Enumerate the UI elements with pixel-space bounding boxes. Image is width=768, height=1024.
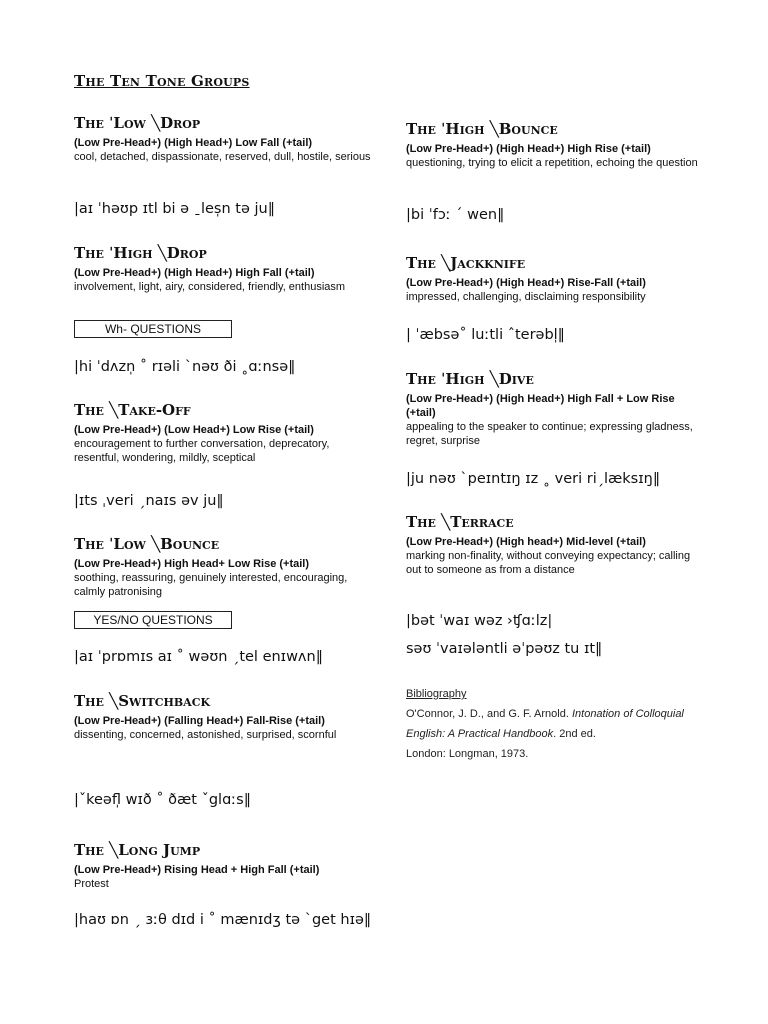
tone-group-long-jump (74, 841, 374, 891)
bibliography-entry (406, 704, 716, 764)
group-title: The ˈLow ╲Drop (74, 114, 201, 132)
tone-group-jackknife (406, 254, 706, 304)
group-title: The ˈLow ╲Bounce (74, 535, 220, 553)
page-title: The Ten Tone Groups (74, 72, 250, 90)
ipa-example: |bi ˈfɔː ˊ wen‖ (406, 207, 505, 223)
tone-group-low-drop (74, 114, 374, 164)
group-title: The ╲Long Jump (74, 841, 201, 859)
group-description: involvement, light, airy, considered, friendly, enthusiasm (74, 281, 346, 293)
ipa-example: |hi ˈdʌzn̩ ˚ rɪəli ˋnəʊ ði ˳ɑːnsə‖ (74, 359, 296, 375)
tone-group-high-drop (74, 244, 374, 294)
group-title: The ╲Switchback (74, 692, 211, 710)
group-tones: (Low Pre-Head+) High Head+ Low Rise (+tail) (74, 558, 310, 570)
group-description: dissenting, concerned, astonished, surprised, scornful (74, 729, 337, 741)
tone-group-low-bounce (74, 535, 374, 599)
group-title: The ˈHigh ╲Bounce (406, 120, 558, 138)
group-tones: (Low Pre-Head+) (High Head+) Rise-Fall (+tail) (406, 277, 646, 289)
ipa-example: |aɪ ˈprɒmɪs aɪ ˚ wəʊn ˏtel enɪwʌn‖ (74, 649, 323, 665)
group-description: cool, detached, dispassionate, reserved, dull, hostile, serious (74, 151, 371, 163)
ipa-example-2: səʊ ˈvaɪələntli əˈpəʊz tu ɪt‖ (406, 641, 603, 657)
tone-group-high-bounce (406, 120, 706, 170)
group-tones: (Low Pre-Head+) (High Head+) High Fall (+tail) (74, 267, 315, 279)
bibliography-edition: . 2nd ed. (553, 728, 596, 740)
group-title: The ╲Take-Off (74, 401, 191, 419)
tone-group-take-off (74, 401, 374, 465)
group-description: encouragement to further conversation, deprecatory, resentful, wondering, mildly, sceptical (74, 438, 330, 464)
group-title: The ˈHigh ╲Drop (74, 244, 207, 262)
ipa-example: |haʊ ɒn ˏ ɜːθ dɪd i ˚ mænɪdʒ tə ˋget hɪə‖ (74, 912, 372, 928)
group-tones: (Low Pre-Head+) (High Head+) High Fall + Low Rise (+tail) (406, 393, 675, 419)
ipa-example: | ˈæbsə˚ luːtli ˆterəbl̩‖ (406, 327, 565, 343)
ipa-example: |ɪts ˌveri ˏnaɪs əv ju‖ (74, 493, 224, 509)
ipa-example: |ju nəʊ ˋpeɪntɪŋ ɪz ˳ veri riˏlæksɪŋ‖ (406, 471, 661, 487)
group-tones: (Low Pre-Head+) Rising Head + High Fall (+tail) (74, 864, 320, 876)
group-tones: (Low Pre-Head+) (High Head+) High Rise (+tail) (406, 143, 651, 155)
bibliography-heading: Bibliography (406, 688, 467, 700)
bibliography (406, 684, 716, 764)
bibliography-publisher: London: Longman, 1973. (406, 748, 529, 760)
ipa-example: |ˇkeəfl̩ wɪð ˚ ðæt ˇglɑːs‖ (74, 792, 251, 808)
group-description: impressed, challenging, disclaiming responsibility (406, 291, 646, 303)
group-title: The ˈHigh ╲Dive (406, 370, 534, 388)
group-description: marking non-finality, without conveying expectancy; calling out to someone as from a distance (406, 550, 691, 576)
group-description: questioning, trying to elicit a repetition, echoing the question (406, 157, 698, 169)
ipa-example: |aɪ ˈhəʊp ɪtl bi ə ˍles̩n tə ju‖ (74, 201, 275, 217)
group-tones: (Low Pre-Head+) (Low Head+) Low Rise (+tail) (74, 424, 314, 436)
group-tones: (Low Pre-Head+) (High head+) Mid-level (+tail) (406, 536, 646, 548)
group-description: soothing, reassuring, genuinely interested, encouraging, calmly patronising (74, 572, 348, 598)
group-tones: (Low Pre-Head+) (High Head+) Low Fall (+tail) (74, 137, 313, 149)
tone-group-switchback (74, 692, 374, 742)
yes-no-questions-box: YES/NO QUESTIONS (74, 611, 232, 629)
group-title: The ╲Jackknife (406, 254, 526, 272)
group-description: appealing to the speaker to continue; expressing gladness, regret, surprise (406, 421, 693, 447)
bibliography-book-title: Intonation of Colloquial English: A Practical Handbook (406, 708, 684, 740)
wh-questions-box: Wh- QUESTIONS (74, 320, 232, 338)
group-description: Protest (74, 878, 109, 890)
tone-group-terrace (406, 513, 706, 577)
bibliography-authors: O'Connor, J. D., and G. F. Arnold. (406, 708, 569, 720)
group-title: The ╲Terrace (406, 513, 514, 531)
ipa-example: |bət ˈwaɪ wəz ›ʧɑːlz| (406, 613, 553, 629)
group-tones: (Low Pre-Head+) (Falling Head+) Fall-Rise (+tail) (74, 715, 325, 727)
tone-group-high-dive (406, 370, 706, 448)
